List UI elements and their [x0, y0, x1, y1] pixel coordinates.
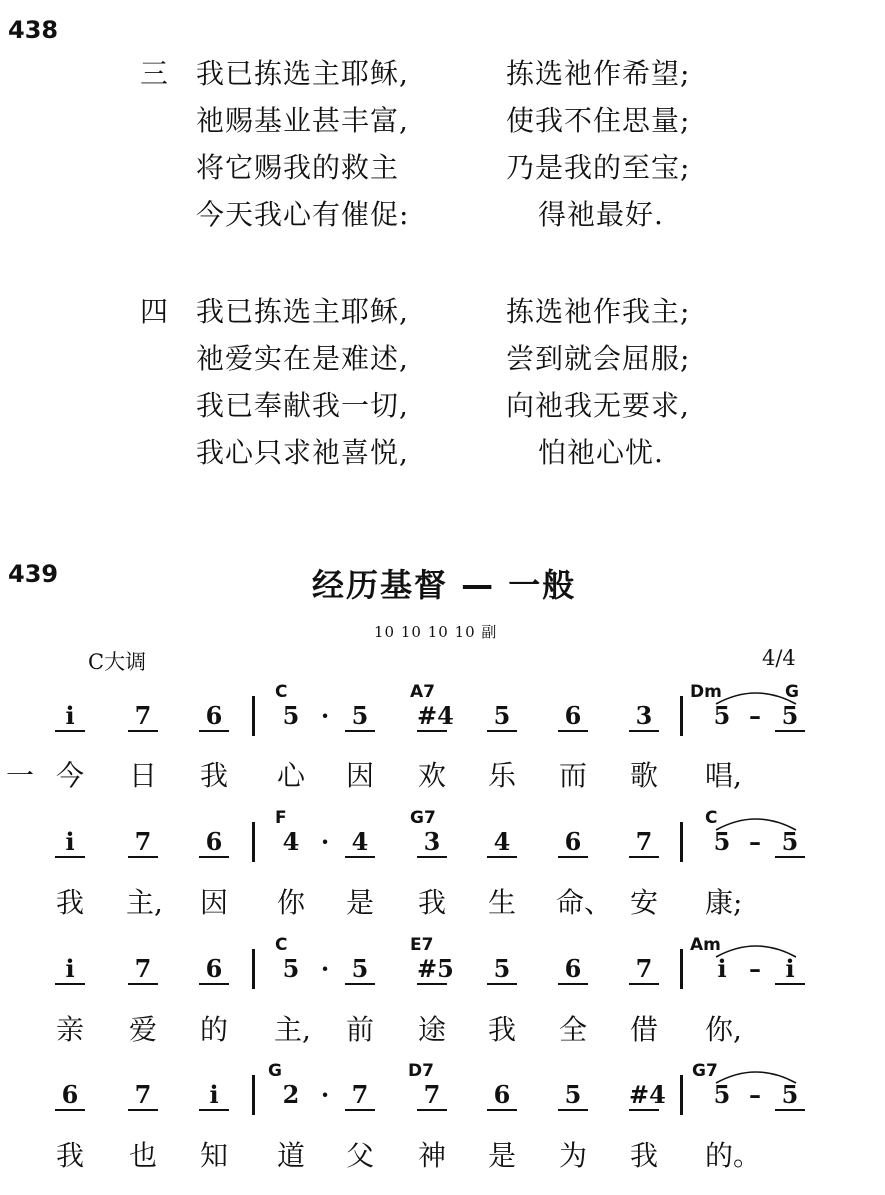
bar-line — [680, 1075, 683, 1115]
lyric-syllable: 神 — [417, 1139, 446, 1172]
lyric-syllable: 前 — [345, 1013, 374, 1046]
note: 6 — [487, 1081, 517, 1111]
note: #4 — [629, 1080, 666, 1109]
chord-symbol: F — [275, 808, 287, 828]
lyric-syllable: 是 — [487, 1139, 516, 1172]
note: 5 — [282, 701, 300, 730]
bar-line — [680, 822, 683, 862]
bar-line — [680, 949, 683, 989]
note: 4 — [282, 827, 300, 856]
note: i — [775, 955, 805, 985]
note: 5 — [487, 955, 517, 985]
score-row — [0, 937, 885, 997]
note: 3 — [629, 702, 659, 732]
verse-line-first-half: 我已拣选主耶稣, — [196, 295, 409, 328]
lyric-syllable: 的 — [199, 1013, 228, 1046]
lyric-syllable: 是 — [345, 886, 374, 919]
dash-mark: – — [749, 954, 761, 983]
lyric-syllable: 日 — [128, 759, 157, 792]
lyric-syllable: 康; — [705, 886, 743, 919]
dot-mark: · — [320, 827, 330, 856]
lyric-syllable: 我 — [55, 886, 84, 919]
tie-slur — [712, 941, 802, 961]
note: 6 — [199, 955, 229, 985]
lyric-syllable: 爱 — [128, 1013, 157, 1046]
lyric-syllable: 知 — [199, 1139, 228, 1172]
note: 7 — [629, 955, 659, 985]
lyric-syllable: 安 — [629, 886, 658, 919]
note: 2 — [282, 1080, 300, 1109]
lyric-syllable: 主, — [126, 886, 163, 919]
verse-label: 三 — [140, 57, 169, 90]
lyric-syllable: 因 — [199, 886, 228, 919]
note: 7 — [629, 828, 659, 858]
note: 5 — [487, 702, 517, 732]
verse-line-second-half: 向祂我无要求, — [506, 389, 690, 422]
note: 5 — [558, 1081, 588, 1111]
lyric-syllable: 亲 — [55, 1013, 84, 1046]
lyric-syllable: 我 — [55, 1139, 84, 1172]
score-row — [0, 1063, 885, 1123]
lyric-syllable: 一 — [5, 759, 34, 792]
lyric-syllable: 生 — [487, 886, 516, 919]
note: i — [717, 954, 727, 983]
dash-mark: – — [749, 1080, 761, 1109]
bar-line — [680, 696, 683, 736]
lyric-syllable: 主, — [274, 1013, 311, 1046]
chord-symbol: C — [275, 935, 288, 955]
lyric-syllable: 也 — [128, 1139, 157, 1172]
chord-symbol: G — [268, 1061, 282, 1081]
chord-symbol: D7 — [408, 1061, 434, 1081]
note: #4 — [417, 701, 454, 730]
bar-line — [252, 949, 255, 989]
verse-line-first-half: 今天我心有催促: — [196, 198, 410, 231]
note: 6 — [199, 828, 229, 858]
time-signature: 4/4 — [762, 646, 796, 670]
lyric-syllable: 我 — [417, 886, 446, 919]
note: 3 — [417, 828, 447, 858]
note: 5 — [713, 827, 731, 856]
verse-line-first-half: 祂爱实在是难述, — [196, 342, 409, 375]
lyric-row — [0, 1008, 885, 1052]
lyric-syllable: 因 — [345, 759, 374, 792]
note: 6 — [55, 1081, 85, 1111]
note: 7 — [128, 828, 158, 858]
chord-symbol: Dm — [690, 682, 722, 702]
chord-symbol: G7 — [692, 1061, 718, 1081]
lyric-row — [0, 1134, 885, 1178]
note: 7 — [128, 702, 158, 732]
verse-line-second-half: 乃是我的至宝; — [506, 151, 691, 184]
verse-line-first-half: 祂赐基业甚丰富, — [196, 104, 409, 137]
lyric-syllable: 道 — [276, 1139, 305, 1172]
lyric-syllable: 而 — [558, 759, 587, 792]
note: 5 — [345, 702, 375, 732]
tie-slur — [712, 814, 802, 834]
lyric-syllable: 我 — [629, 1139, 658, 1172]
note: 6 — [558, 702, 588, 732]
lyric-syllable: 为 — [558, 1139, 587, 1172]
verse-line-second-half: 拣选祂作希望; — [506, 57, 691, 90]
hymn-title: 经历基督 — 一般 — [312, 566, 577, 604]
note: 4 — [345, 828, 375, 858]
lyric-syllable: 欢 — [417, 759, 446, 792]
bar-line — [252, 1075, 255, 1115]
verse-line-second-half: 使我不住思量; — [506, 104, 691, 137]
lyric-syllable: 歌 — [629, 759, 658, 792]
dot-mark: · — [320, 954, 330, 983]
bar-line — [252, 822, 255, 862]
note: i — [55, 955, 85, 985]
lyric-syllable: 唱, — [705, 759, 742, 792]
note: 5 — [345, 955, 375, 985]
note: 6 — [558, 828, 588, 858]
key-signature: C大调 — [88, 650, 147, 674]
chord-symbol: C — [705, 808, 718, 828]
chord-symbol: E7 — [410, 935, 434, 955]
hymn-number-439: 439 — [8, 560, 59, 588]
dash-mark: – — [749, 701, 761, 730]
lyric-syllable: 父 — [345, 1139, 374, 1172]
verse-line-second-half: 得祂最好. — [538, 198, 664, 231]
note: 7 — [128, 955, 158, 985]
dot-mark: · — [320, 701, 330, 730]
note: 5 — [775, 702, 805, 732]
lyric-syllable: 乐 — [487, 759, 516, 792]
note: 5 — [713, 701, 731, 730]
lyric-syllable: 的。 — [705, 1139, 762, 1172]
note: 4 — [487, 828, 517, 858]
verse-line-first-half: 我心只求祂喜悦, — [196, 436, 409, 469]
chord-symbol: G — [785, 682, 799, 702]
chord-symbol: Am — [690, 935, 721, 955]
lyric-syllable: 你 — [276, 886, 305, 919]
note: 5 — [713, 1080, 731, 1109]
note: 5 — [775, 828, 805, 858]
tie-slur — [712, 1067, 802, 1087]
note: 5 — [282, 954, 300, 983]
dash-mark: – — [749, 827, 761, 856]
note: 6 — [199, 702, 229, 732]
note: 6 — [558, 955, 588, 985]
note: 7 — [345, 1081, 375, 1111]
hymn-number-438: 438 — [8, 16, 59, 44]
chord-symbol: G7 — [410, 808, 436, 828]
note: 7 — [417, 1081, 447, 1111]
lyric-syllable: 心 — [276, 759, 305, 792]
verse-label: 四 — [140, 295, 169, 328]
lyric-syllable: 我 — [199, 759, 228, 792]
note: i — [55, 828, 85, 858]
verse-line-second-half: 拣选祂作我主; — [506, 295, 691, 328]
score-row — [0, 684, 885, 744]
lyric-syllable: 你, — [705, 1013, 742, 1046]
chord-symbol: C — [275, 682, 288, 702]
dot-mark: · — [320, 1080, 330, 1109]
note: #5 — [417, 954, 454, 983]
lyric-syllable: 今 — [55, 759, 84, 792]
lyric-syllable: 借 — [629, 1013, 658, 1046]
note: 5 — [775, 1081, 805, 1111]
note: i — [199, 1081, 229, 1111]
tie-slur — [712, 688, 802, 708]
lyric-syllable: 途 — [417, 1013, 446, 1046]
lyric-syllable: 我 — [487, 1013, 516, 1046]
verse-line-first-half: 将它赐我的救主 — [196, 151, 400, 184]
bar-line — [252, 696, 255, 736]
note: 7 — [128, 1081, 158, 1111]
verse-line-second-half: 尝到就会屈服; — [506, 342, 691, 375]
note: i — [55, 702, 85, 732]
lyric-row — [0, 881, 885, 925]
lyric-syllable: 命、 — [556, 886, 613, 919]
score-row — [0, 810, 885, 870]
verse-line-second-half: 怕祂心忧. — [538, 436, 664, 469]
chord-symbol: A7 — [410, 682, 435, 702]
verse-line-first-half: 我已奉献我一切, — [196, 389, 409, 422]
lyric-syllable: 全 — [558, 1013, 587, 1046]
lyric-row — [0, 754, 885, 798]
verse-line-first-half: 我已拣选主耶稣, — [196, 57, 409, 90]
hymn-meter: 10 10 10 10 副 — [374, 623, 498, 641]
